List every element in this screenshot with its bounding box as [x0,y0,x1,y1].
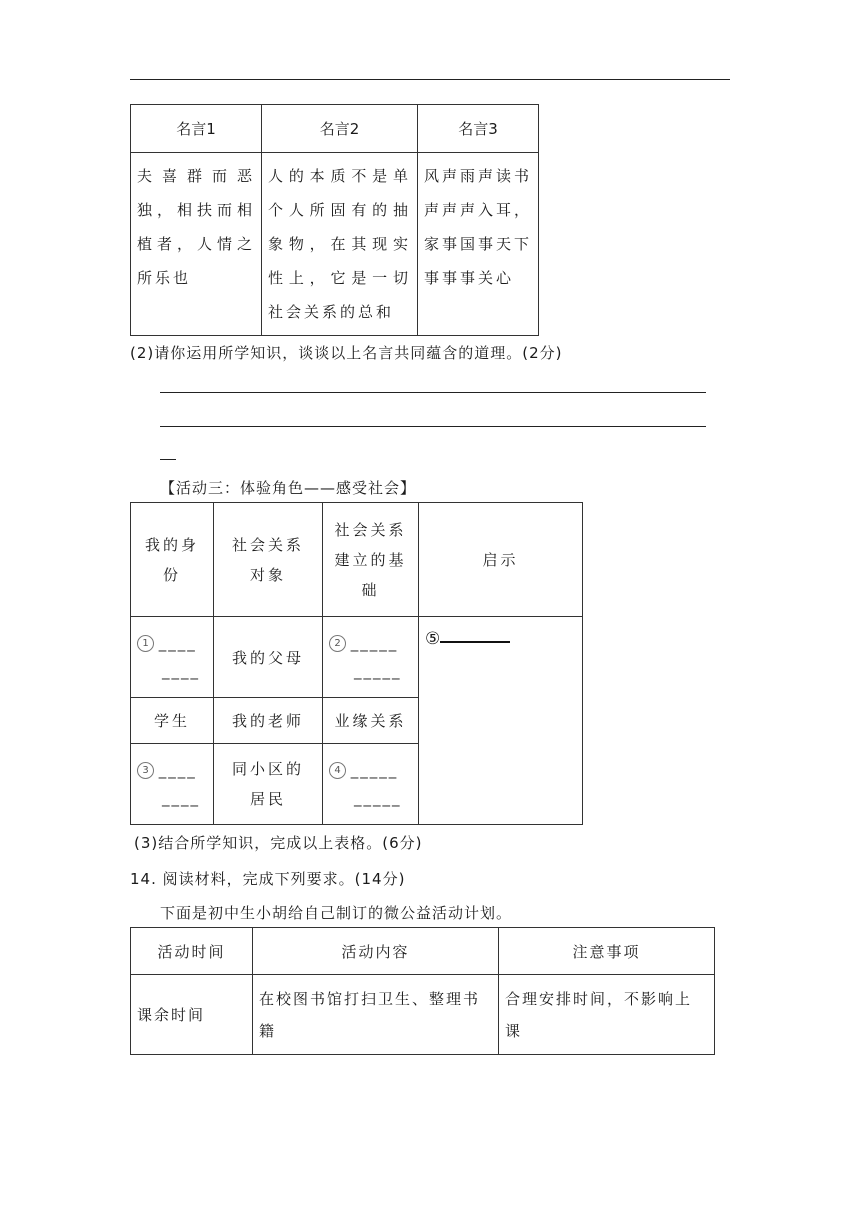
answer-line-3[interactable] [160,459,176,460]
blank-1-cell[interactable] [131,617,214,698]
activity-3-title: 【活动三：体验角色——感受社会】 [160,479,417,497]
row2-identity: 学生 [131,698,214,744]
header-relation-object: 社会关系对象 [231,535,304,584]
row1-object: 我的父母 [214,617,323,698]
blank-2a: _____ [350,634,399,652]
quote-header-2: 名言2 [262,105,418,153]
quote-header-1: 名言1 [131,105,262,153]
circle-1-icon: 1 [137,635,154,652]
quote-1-text: 夫喜群而恶独，相扶而相植者，人情之所乐也 [137,167,255,287]
blank-5-line[interactable] [440,641,510,643]
blank-4b: _____ [354,789,402,807]
question-14: 14. 阅读材料，完成下列要求。(14分) [130,870,406,888]
quote-3-text: 风声雨声读书声声声入耳，家事国事天下事事事关心 [424,167,533,287]
plan-content: 在校图书馆打扫卫生、整理书籍 [259,989,481,1040]
blank-5-cell[interactable] [419,617,583,825]
question-2: (2)请你运用所学知识，谈谈以上名言共同蕴含的道理。(2分) [130,344,563,362]
blank-3a: ____ [158,761,197,779]
blank-3-cell[interactable] [131,744,214,825]
blank-3b: ____ [162,789,200,807]
header-identity: 我的身份 [144,535,199,584]
header-insight: 启示 [419,503,583,617]
blank-1b: ____ [162,662,200,680]
header-relation-basis: 社会关系建立的基础 [334,520,407,599]
circle-4-icon: 4 [329,762,346,779]
roles-table [130,502,583,825]
question-3: (3)结合所学知识，完成以上表格。(6分) [134,834,423,852]
plan-table [130,927,715,1055]
row2-object: 我的老师 [214,698,323,744]
blank-4a: _____ [350,761,399,779]
plan-header-time: 活动时间 [131,928,253,975]
answer-line-2[interactable] [160,426,706,427]
plan-time: 课余时间 [131,975,253,1055]
blank-1a: ____ [158,634,197,652]
blank-4-cell[interactable] [323,744,419,825]
quote-header-3: 名言3 [418,105,539,153]
row2-basis: 业缘关系 [323,698,419,744]
row3-object: 同小区的居民 [231,760,304,808]
blank-2b: _____ [354,662,402,680]
circle-2-icon: 2 [329,635,346,652]
plan-notes: 合理安排时间，不影响上课 [505,989,693,1040]
question-14-intro: 下面是初中生小胡给自己制订的微公益活动计划。 [160,904,513,922]
circle-5-marker: ⑤ [425,629,441,649]
plan-header-notes: 注意事项 [499,928,715,975]
plan-header-content: 活动内容 [253,928,499,975]
answer-line-1[interactable] [160,392,706,393]
blank-2-cell[interactable] [323,617,419,698]
quotes-table [130,104,539,336]
header-rule [130,79,730,80]
circle-3-icon: 3 [137,762,154,779]
quote-2-text: 人的本质不是单个人所固有的抽象物，在其现实性上，它是一切社会关系的总和 [268,167,411,321]
